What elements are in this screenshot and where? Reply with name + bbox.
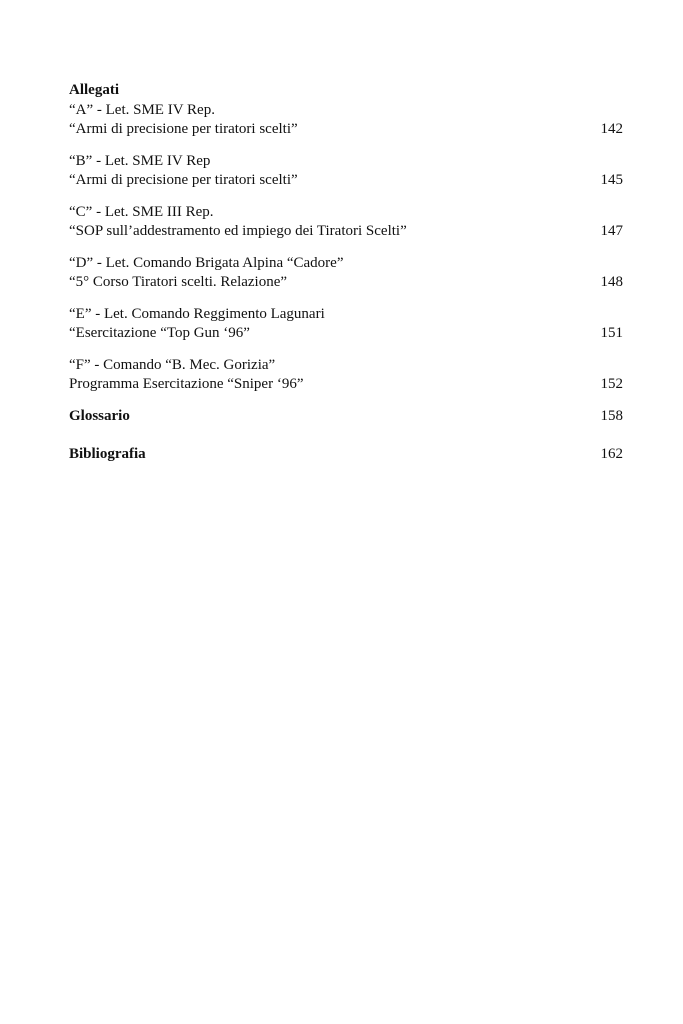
entry-subtitle: “Armi di precisione per tiratori scelti” [69, 172, 298, 188]
entry-page-number: 151 [600, 325, 623, 341]
entry-subtitle: “Esercitazione “Top Gun ‘96” [69, 325, 250, 341]
bibliografia-page-number: 162 [600, 446, 623, 462]
toc-entry-c [69, 203, 623, 241]
section-title-allegati: Allegati [69, 82, 119, 98]
toc-entry-a [69, 101, 623, 139]
toc-page [69, 80, 623, 464]
entry-page-number: 148 [600, 274, 623, 290]
entry-page-number: 142 [600, 121, 623, 137]
toc-entry-b [69, 152, 623, 190]
entry-page-number: 145 [600, 172, 623, 188]
toc-entry-d [69, 254, 623, 292]
entry-heading: “D” - Let. Comando Brigata Alpina “Cadore” [69, 255, 344, 271]
toc-entry-glossario [69, 407, 623, 426]
entry-heading: “A” - Let. SME IV Rep. [69, 102, 215, 118]
bibliografia-label: Bibliografia [69, 446, 146, 462]
entry-heading: “C” - Let. SME III Rep. [69, 204, 214, 220]
glossario-page-number: 158 [600, 408, 623, 424]
toc-entry-f [69, 356, 623, 394]
entry-subtitle: “Armi di precisione per tiratori scelti” [69, 121, 298, 137]
entry-subtitle: “SOP sull’addestramento ed impiego dei Tiratori Scelti” [69, 223, 407, 239]
entry-subtitle: “5° Corso Tiratori scelti. Relazione” [69, 274, 288, 290]
entry-heading: “F” - Comando “B. Mec. Gorizia” [69, 357, 276, 373]
entry-page-number: 152 [600, 376, 623, 392]
glossario-label: Glossario [69, 408, 130, 424]
entry-page-number: 147 [600, 223, 623, 239]
entry-subtitle: Programma Esercitazione “Sniper ‘96” [69, 376, 304, 392]
entry-heading: “B” - Let. SME IV Rep [69, 153, 211, 169]
toc-entry-bibliografia [69, 445, 623, 464]
toc-entry-e [69, 305, 623, 343]
entry-heading: “E” - Let. Comando Reggimento Lagunari [69, 306, 325, 322]
